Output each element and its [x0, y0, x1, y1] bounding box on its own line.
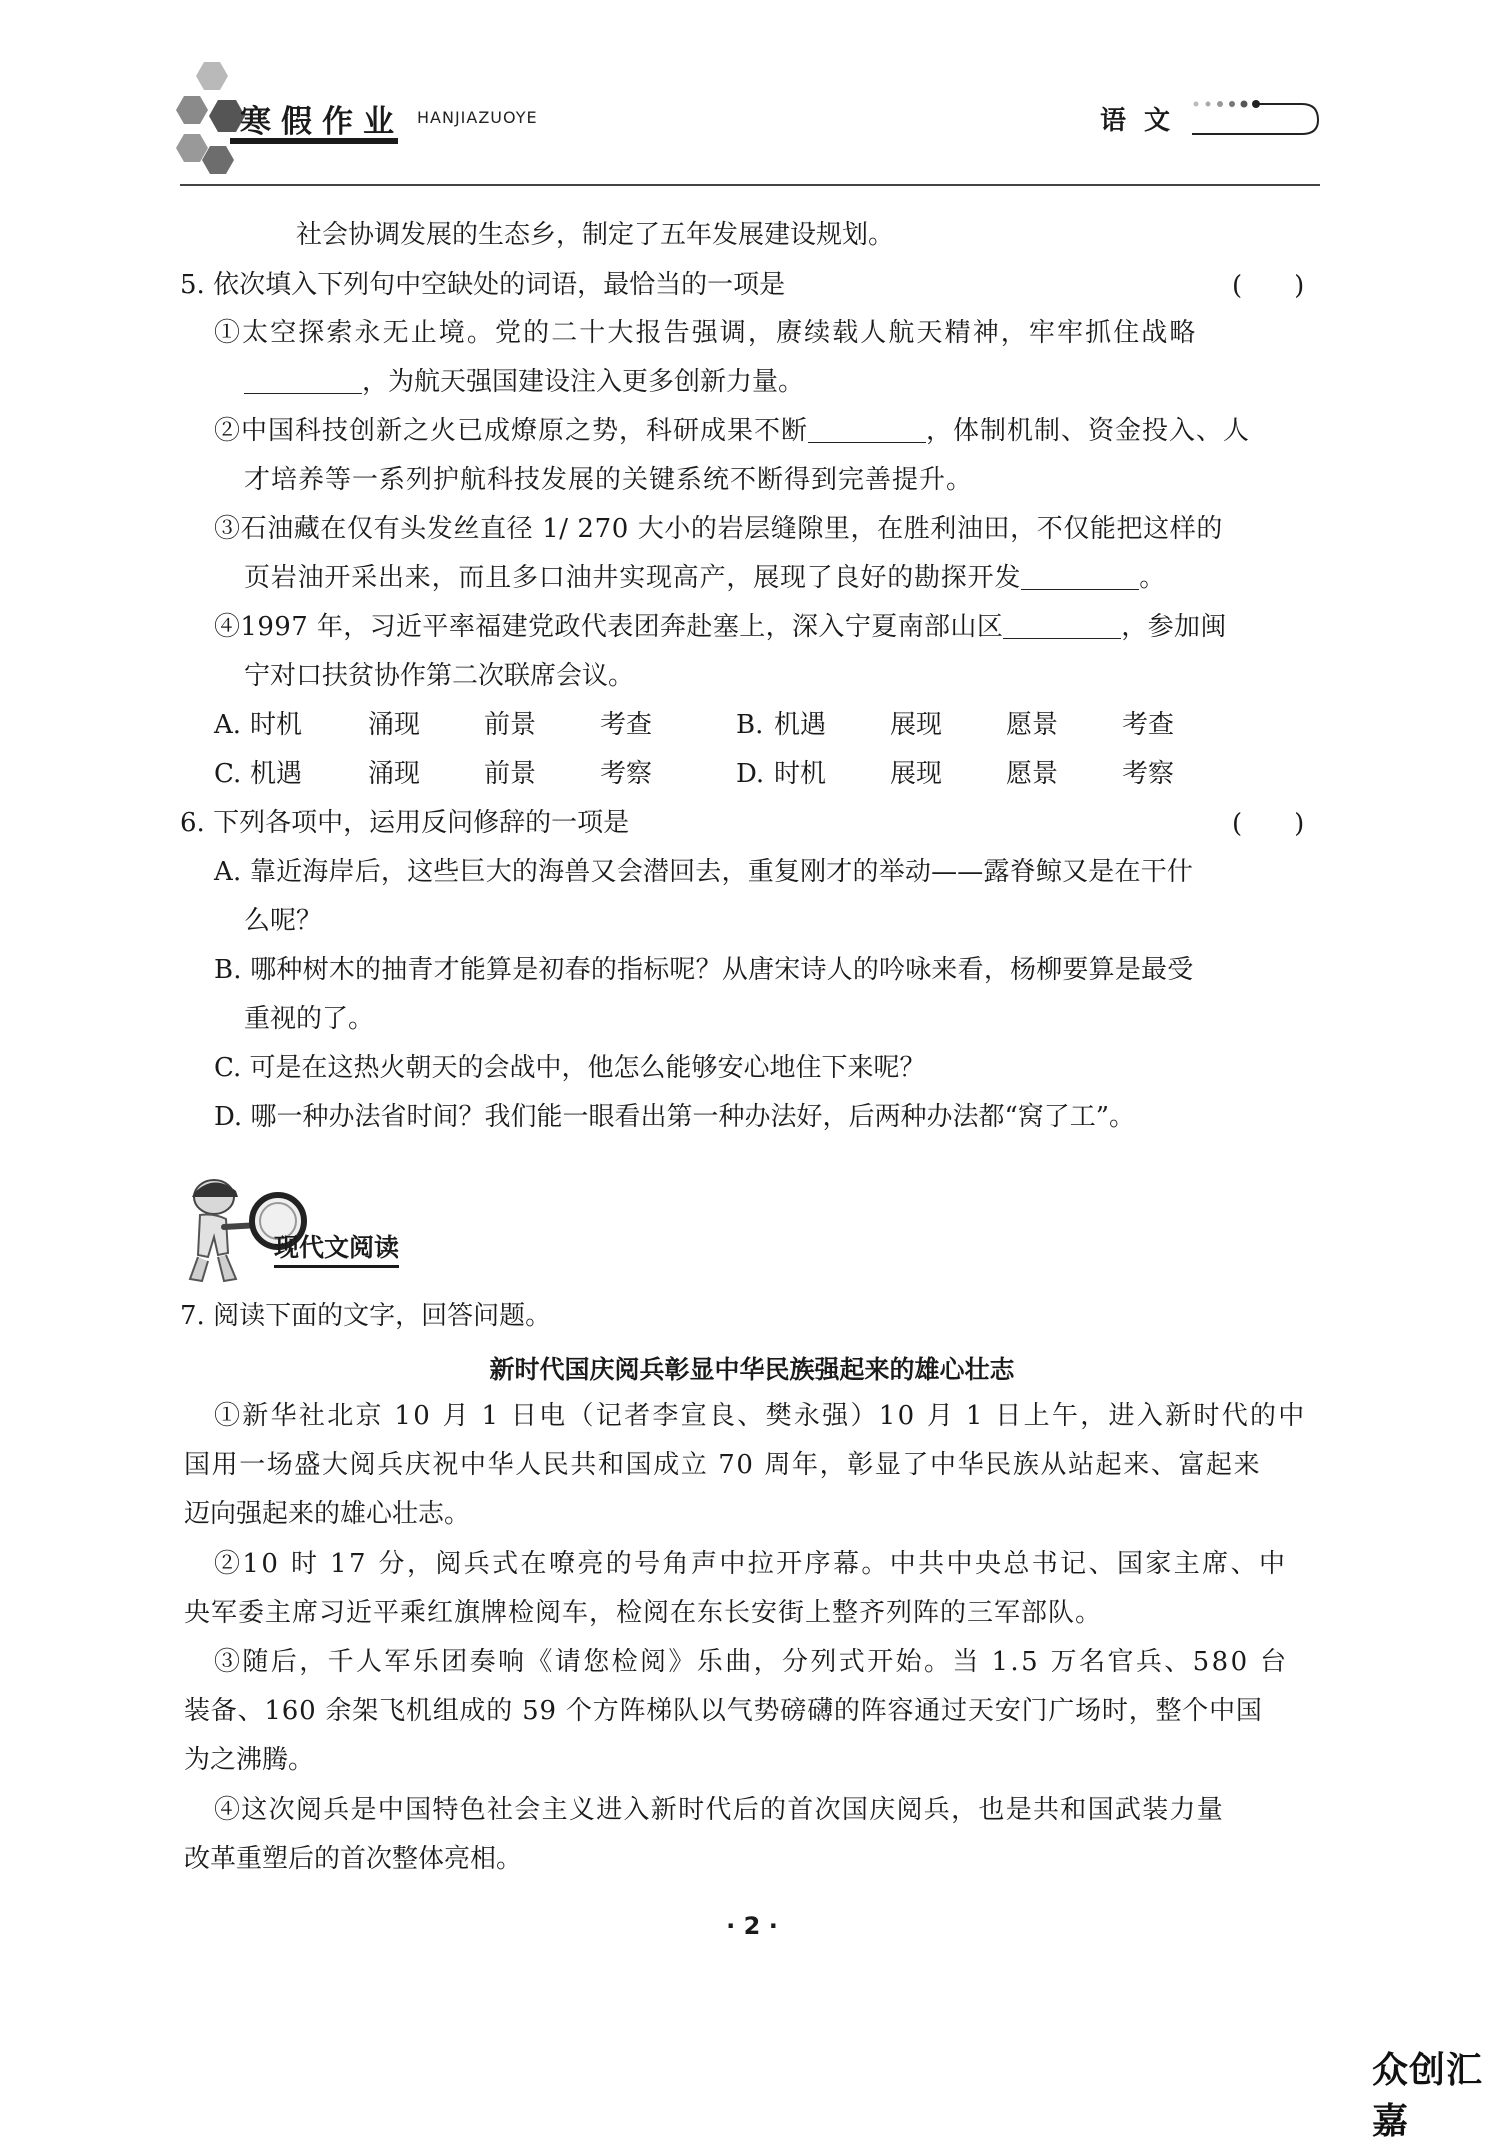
q5-sentence-3-cont: 页岩油开采出来，而且多口油井实现高产，展现了良好的勘探开发 。 — [244, 563, 1167, 593]
article-para-3: ③随后，千人军乐团奏响《请您检阅》乐曲，分列式开始。当 1.5 万名官兵、580 台 — [214, 1647, 1289, 1677]
q5-option-d-word-2: 展现 — [890, 759, 943, 789]
q6-option-d[interactable]: D. 哪一种办法省时间？我们能一眼看出第一种办法好，后两种办法都“窝了工”。 — [214, 1102, 1136, 1132]
q5-option-b-word-3: 愿景 — [1006, 710, 1059, 740]
article-para-1: ①新华社北京 10 月 1 日电（记者李宣良、樊永强）10 月 1 日上午，进入新时代的中 — [214, 1401, 1307, 1431]
q5-blank-2[interactable] — [808, 418, 926, 443]
q5-option-c-word-1: 机遇 — [250, 759, 303, 789]
article-para-3-cont: 装备、160 余架飞机组成的 59 个方阵梯队以气势磅礴的阵容通过天安门广场时，整个中国 — [184, 1696, 1263, 1726]
q6-stem: 6. 下列各项中，运用反问修辞的一项是 — [180, 808, 630, 838]
q5-option-a-word-4: 考查 — [600, 710, 653, 740]
q6-answer-paren[interactable]: ( ) — [1232, 809, 1305, 839]
watermark: 众创汇嘉 — [1372, 2050, 1484, 2142]
header-dots-decoration-icon — [1192, 96, 1322, 138]
article-para-1-end: 迈向强起来的雄心壮志。 — [184, 1499, 471, 1529]
q5-option-d-letter[interactable]: D. — [736, 759, 765, 789]
section-title: 现代文阅读 — [274, 1228, 399, 1268]
q5-option-d-word-4: 考察 — [1122, 759, 1175, 789]
article-para-2: ②10 时 17 分，阅兵式在嘹亮的号角声中拉开序幕。中共中央总书记、国家主席、中 — [214, 1549, 1288, 1579]
q5-sentence-4-cont: 宁对口扶贫协作第二次联席会议。 — [244, 661, 635, 691]
q6-option-a-cont: 么呢？ — [244, 906, 323, 936]
article-para-3-end: 为之沸腾。 — [184, 1745, 315, 1775]
q5-option-d-word-1: 时机 — [774, 759, 827, 789]
q5-blank-4[interactable] — [1003, 614, 1121, 639]
q5-option-b-letter[interactable]: B. — [736, 710, 764, 740]
q5-sentence-3: ③石油藏在仅有头发丝直径 1/ 270 大小的岩层缝隙里，在胜利油田，不仅能把这样的 — [214, 514, 1223, 544]
q5-option-a-word-1: 时机 — [250, 710, 303, 740]
article-para-1-cont: 国用一场盛大阅兵庆祝中华人民共和国成立 70 周年，彰显了中华民族从站起来、富起来 — [184, 1450, 1262, 1480]
q5-option-b-word-1: 机遇 — [774, 710, 827, 740]
article-para-4: ④这次阅兵是中国特色社会主义进入新时代后的首次国庆阅兵，也是共和国武装力量 — [214, 1795, 1225, 1825]
q5-option-c-word-4: 考察 — [600, 759, 653, 789]
q7-stem: 7. 阅读下面的文字，回答问题。 — [180, 1301, 552, 1331]
header-title: 寒假作业 — [240, 104, 404, 140]
article-title: 新时代国庆阅兵彰显中华民族强起来的雄心壮志 — [489, 1355, 1015, 1384]
q5-option-b-word-4: 考查 — [1122, 710, 1175, 740]
q5-option-c-word-3: 前景 — [484, 759, 537, 789]
q5-sentence-1-cont: ，为航天强国建设注入更多创新力量。 — [244, 362, 804, 402]
q5-sentence-2-cont: 才培养等一系列护航科技发展的关键系统不断得到完善提升。 — [244, 465, 974, 495]
q5-option-a-word-3: 前景 — [484, 710, 537, 740]
q5-sentence-2: ②中国科技创新之火已成燎原之势，科研成果不断 ，体制机制、资金投入、人 — [214, 416, 1251, 446]
q5-answer-paren[interactable]: ( ) — [1232, 271, 1305, 301]
q5-option-a-letter[interactable]: A. — [214, 710, 242, 740]
q5-option-d-word-3: 愿景 — [1006, 759, 1059, 789]
q6-option-b[interactable]: B. 哪种树木的抽青才能算是初春的指标呢？从唐宋诗人的吟咏来看，杨柳要算是最受 — [214, 955, 1194, 985]
q5-option-b-word-2: 展现 — [890, 710, 943, 740]
q6-option-a[interactable]: A. 靠近海岸后，这些巨大的海兽又会潜回去，重复刚才的举动——露脊鲸又是在干什 — [214, 857, 1194, 887]
q5-blank-3[interactable] — [1021, 565, 1139, 590]
q5-option-c-letter[interactable]: C. — [214, 759, 242, 789]
page-number: · 2 · — [726, 1912, 778, 1940]
prev-question-tail: 社会协调发展的生态乡，制定了五年发展建设规划。 — [296, 220, 895, 250]
article-para-4-cont: 改革重塑后的首次整体亮相。 — [184, 1844, 523, 1874]
header-subtitle: HANJIAZUOYE — [417, 108, 538, 127]
q5-option-a-word-2: 涌现 — [368, 710, 421, 740]
q6-option-b-cont: 重视的了。 — [244, 1004, 375, 1034]
header-subject: 语文 — [1100, 106, 1189, 136]
q5-option-c-word-2: 涌现 — [368, 759, 421, 789]
q5-sentence-1: ①太空探索永无止境。党的二十大报告强调，赓续载人航天精神，牢牢抓住战略 — [214, 318, 1198, 348]
header-rule — [180, 184, 1320, 186]
article-para-2-cont: 央军委主席习近平乘红旗牌检阅车，检阅在东长安街上整齐列阵的三军部队。 — [184, 1598, 1103, 1628]
q5-stem: 5. 依次填入下列句中空缺处的词语，最恰当的一项是 — [180, 270, 786, 300]
q5-sentence-4: ④1997 年，习近平率福建党政代表团奔赴塞上，深入宁夏南部山区 ，参加闽 — [214, 612, 1227, 642]
q5-blank-1[interactable] — [244, 369, 362, 394]
q6-option-c[interactable]: C. 可是在这热火朝天的会战中，他怎么能够安心地住下来呢？ — [214, 1053, 926, 1083]
